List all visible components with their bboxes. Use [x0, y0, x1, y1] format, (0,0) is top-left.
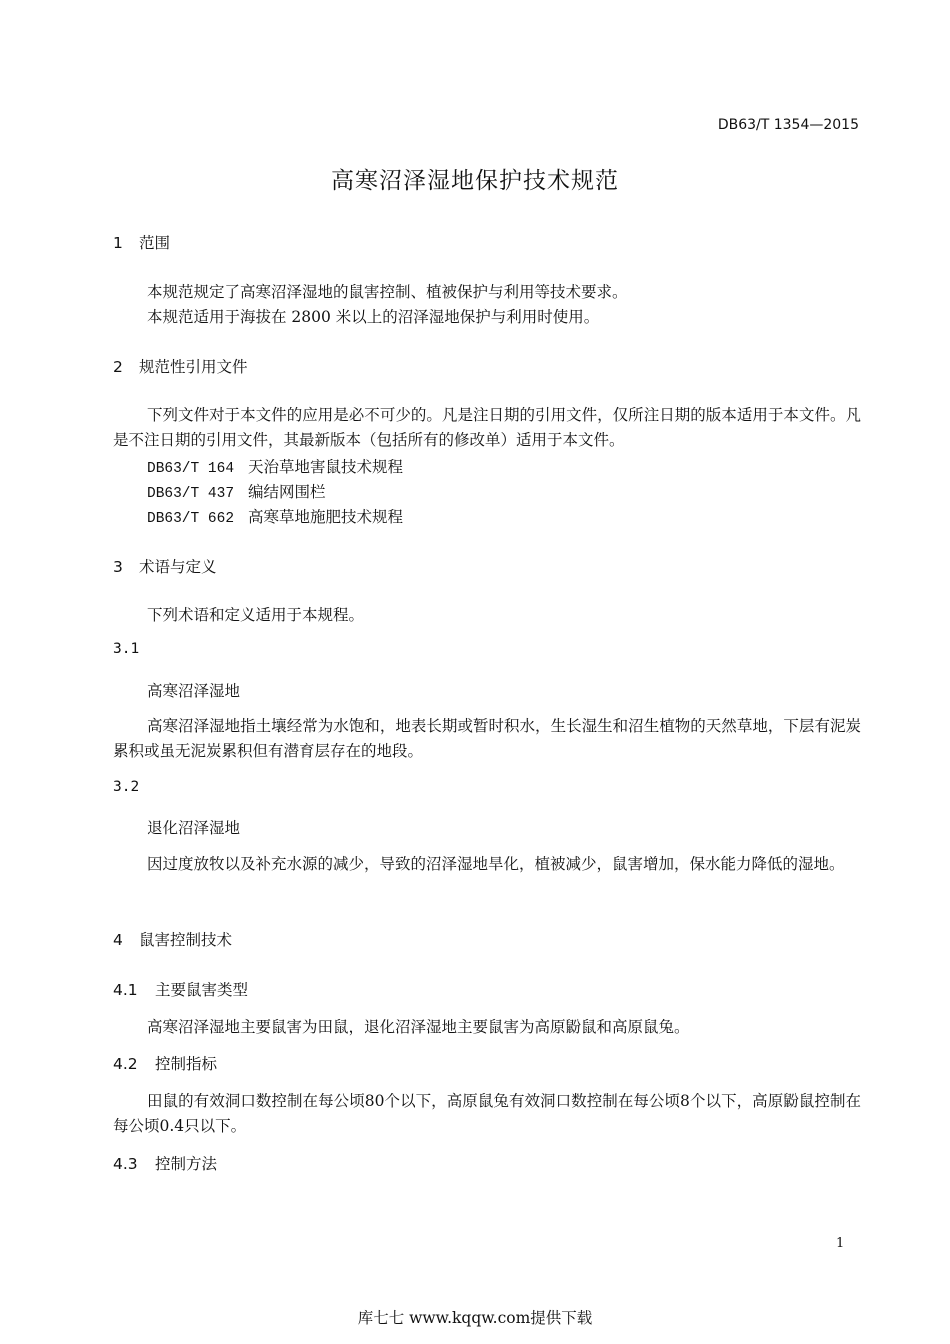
term-definition: 高寒沼泽湿地指土壤经常为水饱和，地表长期或暂时积水，生长湿生和沼生植物的天然草地，下层有泥炭累积或虽无泥炭累积但有潜育层存在的地段。	[113, 717, 861, 760]
document-title: 高寒沼泽湿地保护技术规范	[331, 168, 619, 194]
subsection-number: 4.1	[113, 981, 138, 999]
subsection-number: 4.3	[113, 1155, 138, 1173]
subsection-title: 主要鼠害类型	[155, 981, 249, 999]
reference-item	[147, 505, 403, 527]
term-number: 3.1	[113, 641, 140, 657]
page-number: 1	[836, 1236, 845, 1251]
section-number: 3	[113, 558, 123, 576]
section-number: 4	[113, 931, 123, 949]
term-name: 退化沼泽湿地	[147, 819, 241, 837]
reference-code: DB63/T 662	[147, 511, 235, 527]
reference-name: 编结网围栏	[248, 483, 326, 501]
subsection-heading	[113, 1052, 217, 1074]
download-footer: 库七七 www.kqqw.com提供下载	[357, 1309, 593, 1327]
section-2-heading	[113, 355, 248, 377]
subsection-number: 4.2	[113, 1055, 138, 1073]
reference-code: DB63/T 437	[147, 486, 235, 502]
reference-code: DB63/T 164	[147, 461, 235, 477]
section-number: 2	[113, 358, 123, 376]
term-number: 3.2	[113, 779, 140, 795]
section-title: 规范性引用文件	[139, 358, 248, 376]
paragraph: 田鼠的有效洞口数控制在每公顷80个以下，高原鼠兔有效洞口数控制在每公顷8个以下，高原鼢鼠控制在每公顷0.4只以下。	[113, 1092, 861, 1135]
section-title: 范围	[139, 234, 171, 252]
subsection-heading	[113, 1152, 217, 1174]
section-title: 鼠害控制技术	[139, 931, 233, 949]
paragraph: 本规范适用于海拔在 2800 米以上的沼泽湿地保护与利用时使用。	[147, 308, 600, 326]
term-definition: 因过度放牧以及补充水源的减少，导致的沼泽湿地旱化，植被减少，鼠害增加，保水能力降低的湿地。	[147, 855, 845, 873]
section-4-heading	[113, 928, 232, 950]
paragraph: 下列术语和定义适用于本规程。	[147, 606, 365, 624]
section-3-heading	[113, 555, 217, 577]
subsection-title: 控制方法	[155, 1155, 218, 1173]
paragraph: 下列文件对于本文件的应用是必不可少的。凡是注日期的引用文件，仅所注日期的版本适用于本文件。凡是不注日期的引用文件，其最新版本（包括所有的修改单）适用于本文件。	[113, 406, 861, 449]
reference-item	[147, 455, 403, 477]
section-1-heading	[113, 231, 170, 253]
term-name: 高寒沼泽湿地	[147, 682, 241, 700]
section-number: 1	[113, 234, 123, 252]
paragraph: 高寒沼泽湿地主要鼠害为田鼠，退化沼泽湿地主要鼠害为高原鼢鼠和高原鼠兔。	[147, 1018, 690, 1036]
subsection-title: 控制指标	[155, 1055, 218, 1073]
reference-name: 高寒草地施肥技术规程	[248, 508, 404, 526]
reference-name: 天治草地害鼠技术规程	[248, 458, 404, 476]
subsection-heading	[113, 978, 248, 1000]
section-title: 术语与定义	[139, 558, 217, 576]
standard-number: DB63/T 1354—2015	[717, 117, 859, 133]
reference-item	[147, 480, 326, 502]
paragraph: 本规范规定了高寒沼泽湿地的鼠害控制、植被保护与利用等技术要求。	[147, 283, 628, 301]
